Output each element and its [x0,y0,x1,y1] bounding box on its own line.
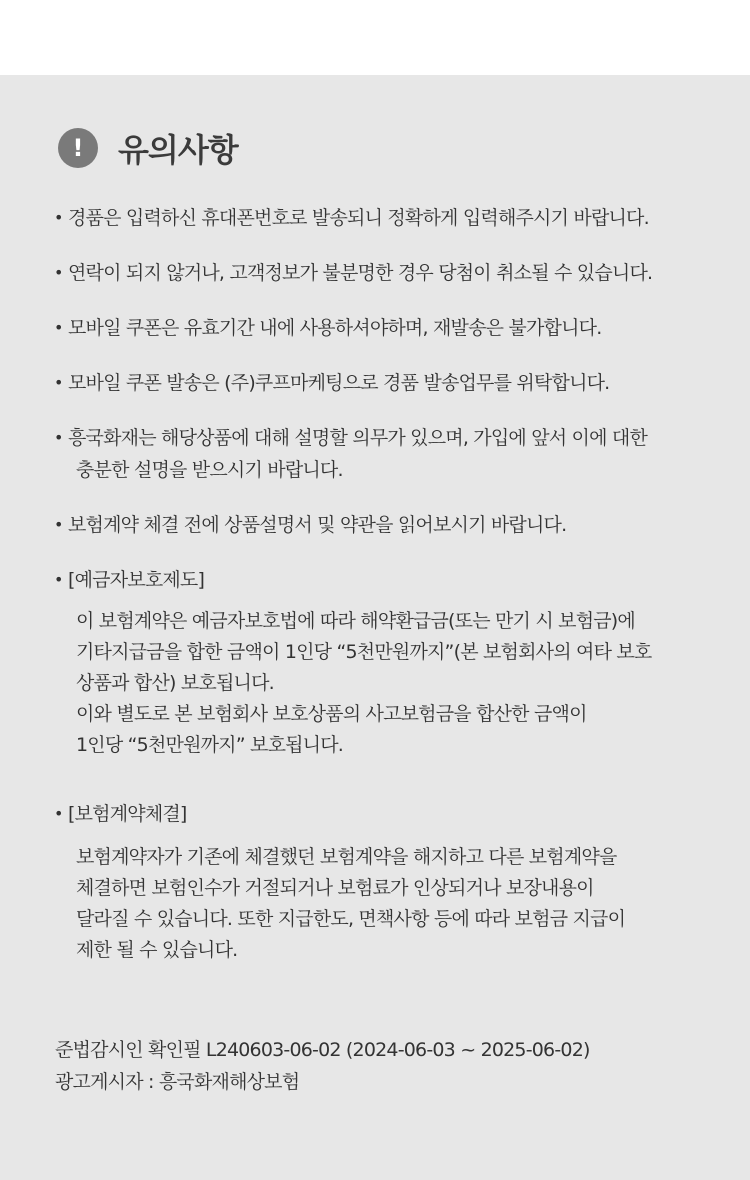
deposit-protection-text: 이 보험계약은 예금자보호법에 따라 해약환급금(또는 만기 시 보험금)에 기타지급금을 합한 금액이 1인당 “5천만원까지”(본 보험회사의 여타 보호 상품과 합산) 보호됩니다. 이와 별도로 본 보험회사 보호상품의 사고보험금을 합산한 금액이 1인당 “5천만원까지” 보호됩니다. [76,610,652,756]
notice-title: 유의사항 [118,131,238,169]
bullet-icon: • [54,373,63,392]
bullet-icon: • [54,263,63,282]
notice-heading [58,128,238,168]
notice-item-coupon-validity: • 모바일 쿠폰은 유효기간 내에 사용하셔야하며, 재발송은 불가합니다. [54,312,744,344]
advertiser-name: 광고게시자 : 흥국화재해상보험 [55,1071,300,1093]
notice-item-read-terms: • 보험계약 체결 전에 상품설명서 및 약관을 읽어보시기 바랍니다. [54,509,744,541]
compliance-approval: 준법감시인 확인필 L240603-06-02 (2024-06-03 ~ 2025-06-02) [55,1039,590,1061]
notice-item-prize-delivery: • 경품은 입력하신 휴대폰번호로 발송되니 정확하게 입력해주시기 바랍니다. [54,202,744,234]
notice-item-coupon-outsourcing: • 모바일 쿠폰 발송은 (주)쿠프마케팅으로 경품 발송업무를 위탁합니다. [54,367,744,399]
bullet-icon: • [54,570,63,589]
notice-item-contract-conclusion-label: • [보험계약체결] [54,798,744,830]
bullet-icon: • [54,515,63,534]
notice-item-deposit-protection-label: • [예금자보호제도] [54,564,744,596]
compliance-footer [55,1034,745,1098]
bullet-icon: • [54,428,63,447]
exclamation-circle-icon: ! [58,128,98,168]
notice-item-cancellation: • 연락이 되지 않거나, 고객정보가 불분명한 경우 당첨이 취소될 수 있습니다. [54,257,744,289]
bullet-icon: • [54,318,63,337]
bullet-icon: • [54,208,63,227]
top-blank-area [0,0,750,75]
bullet-icon: • [54,804,63,823]
notice-item-explanation-duty: • 흥국화재는 해당상품에 대해 설명할 의무가 있으며, 가입에 앞서 이에 대한 충분한 설명을 받으시기 바랍니다. [54,422,744,486]
contract-conclusion-text: 보험계약자가 기존에 체결했던 보험계약을 해지하고 다른 보험계약을 체결하면 보험인수가 거절되거나 보험료가 인상되거나 보장내용이 달라질 수 있습니다. 또한 지급한도, 면책사항 등에 따라 보험금 지급이 제한 될 수 있습니다. [76,846,626,961]
